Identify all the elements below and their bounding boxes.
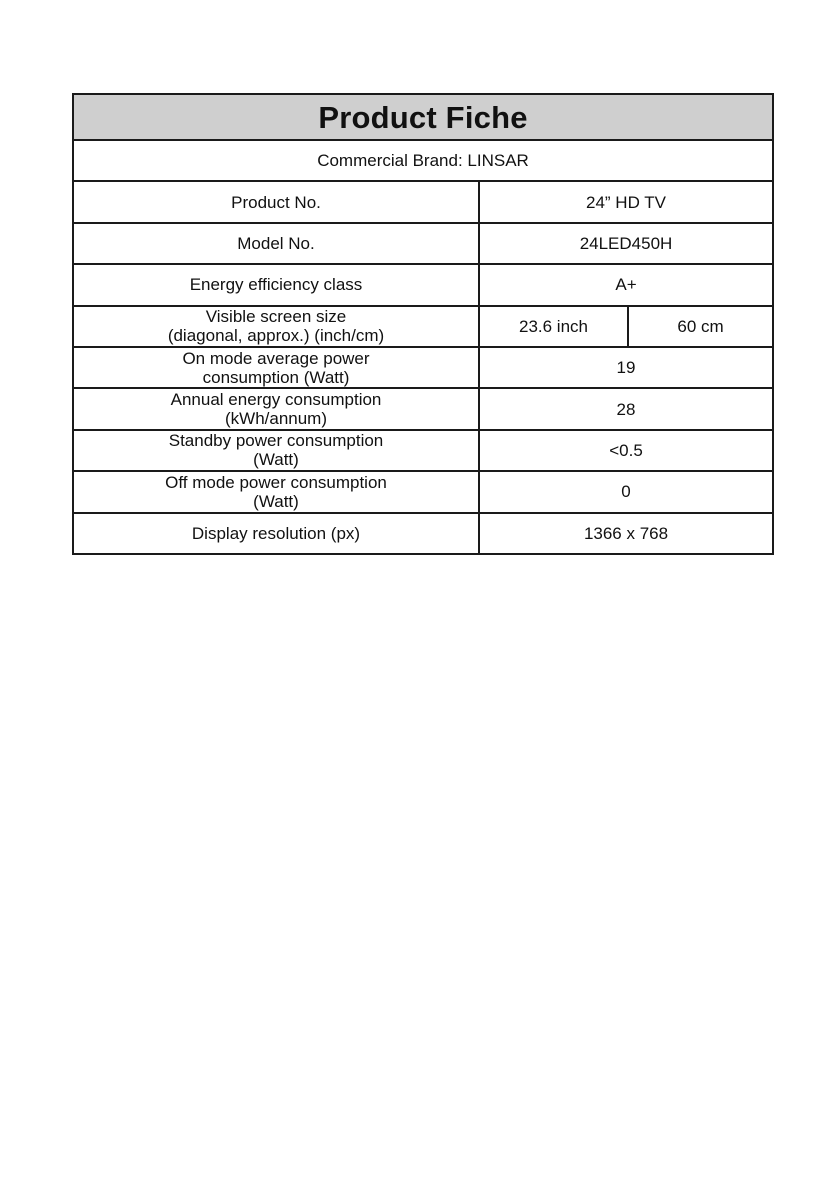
table-row-annual-energy <box>73 388 773 429</box>
row-label: Standby power consumption (Watt) <box>73 430 479 471</box>
row-value: <0.5 <box>479 430 773 471</box>
row-value: A+ <box>479 264 773 305</box>
row-label: On mode average power consumption (Watt) <box>73 347 479 388</box>
row-value: 1366 x 768 <box>479 513 773 554</box>
row-value: 19 <box>479 347 773 388</box>
row-value: 28 <box>479 388 773 429</box>
table-row-standby-power <box>73 430 773 471</box>
commercial-brand: Commercial Brand: LINSAR <box>73 140 773 181</box>
row-value: 24” HD TV <box>479 181 773 222</box>
title-row <box>73 94 773 140</box>
row-label: Visible screen size (diagonal, approx.) (inch/cm) <box>73 306 479 347</box>
row-label: Annual energy consumption (kWh/annum) <box>73 388 479 429</box>
row-label: Off mode power consumption (Watt) <box>73 471 479 512</box>
table-row-on-mode-power <box>73 347 773 388</box>
row-value-cm: 60 cm <box>628 306 773 347</box>
table-row-off-mode-power <box>73 471 773 512</box>
brand-row <box>73 140 773 181</box>
row-value: 24LED450H <box>479 223 773 264</box>
table-row-display-resolution <box>73 513 773 554</box>
product-fiche-table <box>72 93 774 555</box>
row-label: Energy efficiency class <box>73 264 479 305</box>
fiche-title: Product Fiche <box>73 94 773 140</box>
table-row-screen-size <box>73 306 773 347</box>
table-row-model-no <box>73 223 773 264</box>
row-value-inch: 23.6 inch <box>479 306 628 347</box>
table-row-product-no <box>73 181 773 222</box>
row-label: Product No. <box>73 181 479 222</box>
row-label: Model No. <box>73 223 479 264</box>
table-row-energy-class <box>73 264 773 305</box>
row-value: 0 <box>479 471 773 512</box>
row-label: Display resolution (px) <box>73 513 479 554</box>
